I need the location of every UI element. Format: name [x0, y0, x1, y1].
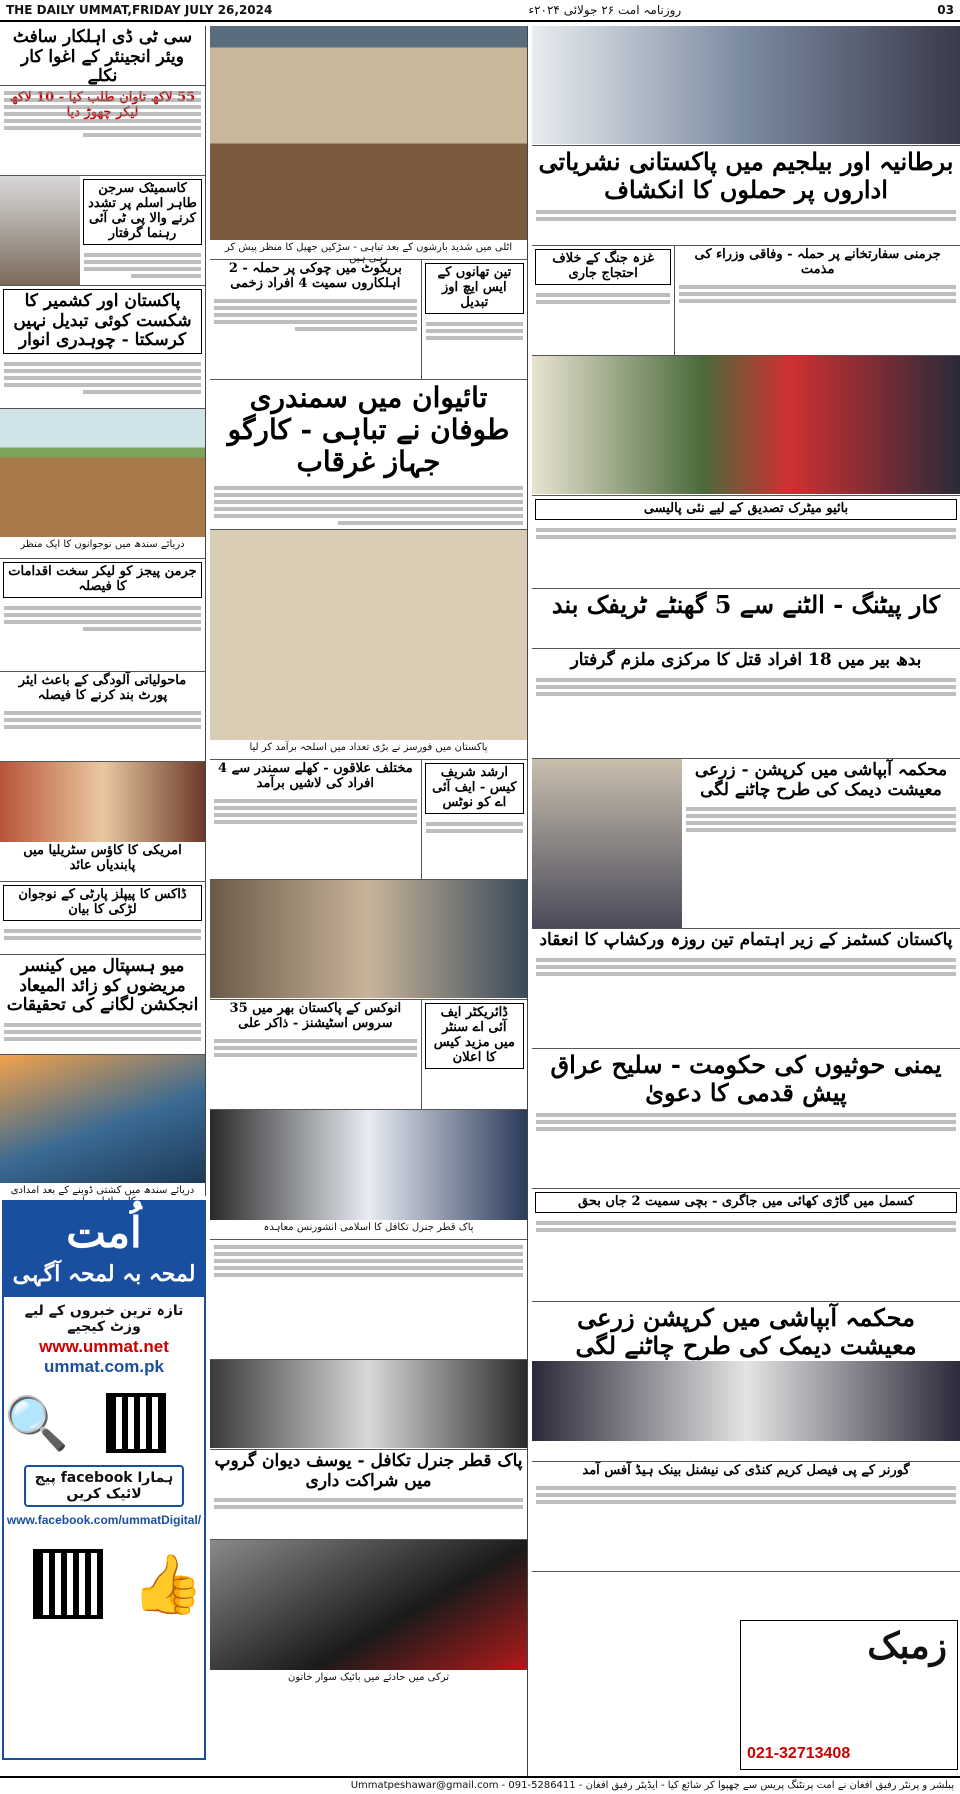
irrigation-repeat-block [532, 1302, 960, 1462]
story-takaful [210, 1240, 527, 1360]
headline: پاکستان اور کشمیر کا شکست کوئی تبدیل نہیں کرسکتا - چوہدری انوار [3, 289, 202, 354]
headline: برطانیہ اور بیلجیم میں پاکستانی نشریاتی اداروں پر حملوں کا انکشاف [538, 147, 954, 204]
photo-caption: ترکی میں حادثے میں بائیک سوار خاتون [287, 1672, 450, 1683]
protest-photo-block [532, 356, 960, 496]
story-uk-belgium [532, 146, 960, 246]
story-qatar [210, 1450, 527, 1540]
story-row [210, 760, 527, 880]
masthead [0, 0, 960, 22]
headline: کسمل میں گاڑی کھائی میں جاگری - بچی سمیت 2 جاں بحق [535, 1192, 957, 1213]
photo-caption: پاک قطر جنرل تکافل کا اسلامی انشورنس معاہدہ [263, 1222, 474, 1233]
masthead-urdu-date: روزنامہ امت ۲۶ جولائی ۲۰۲۴ء [528, 3, 682, 17]
headline: ماحولیاتی آلودگی کے باعث ایئر پورٹ بند کرنے کا فیصلہ [18, 673, 187, 703]
ad-url-secondary[interactable]: ummat.com.pk [44, 1357, 164, 1376]
zambak-brand: زمبک [867, 1625, 947, 1667]
weapons-photo [210, 530, 527, 740]
meeting-photo-block [210, 880, 527, 1000]
headline: سی ٹی ڈی اہلکار سافٹ ویئر انجینئر کے اغوا کار نکلے [12, 27, 193, 87]
story-row [210, 260, 527, 380]
story-mayo [0, 955, 205, 1055]
story-governor [532, 1462, 960, 1572]
photo-caption: دریائے سندھ میں نوجوانوں کا ایک منظر [20, 539, 185, 550]
portraits-photo [210, 1360, 527, 1448]
taiwan-banner [210, 380, 527, 530]
headline: میو ہسپتال میں کینسر مریضوں کو زائد المیعاد انجکشن لگانے کی تحقیقات [6, 956, 199, 1016]
story-german [0, 562, 205, 672]
middle-column [210, 26, 528, 1776]
story-accident [532, 1192, 960, 1302]
headline: ارشد شریف کیس - ایف آئی اے کو نوٹس [425, 763, 524, 814]
bike-photo [210, 1540, 527, 1670]
river-photo-block [0, 409, 205, 559]
facebook-url[interactable]: www.facebook.com/ummatDigital/ [6, 1513, 202, 1527]
signing-photo [210, 1110, 527, 1220]
headline: جرمنی سفارتخانے پر حملہ - وفاقی وزراء کی مذمت [694, 247, 941, 277]
meeting-photo-top [532, 26, 960, 146]
right-column [532, 26, 960, 1776]
story-australia [0, 762, 205, 882]
magnifier-icon: 🔍 [4, 1393, 69, 1454]
ad-tagline: تازہ ترین خبروں کے لیے وزٹ کیجیے [24, 1303, 184, 1335]
headline: ڈاکس کا پیپلز پارٹی کے نوجوان لڑکی کا بیان [3, 885, 202, 921]
headline: بائیو میٹرک تصدیق کے لیے نئی پالیسی [535, 499, 957, 520]
headline: محکمہ آبپاشی میں کرپشن زرعی معیشت دیمک کی طرح چاٹنے لگی [575, 1303, 917, 1360]
meeting-photo [210, 880, 527, 998]
story-row [210, 1000, 527, 1110]
headline: بریکوٹ میں چوکی پر حملہ - 2 اہلکاروں سمیت 4 افراد زخمی [228, 261, 402, 291]
story-surgeon [0, 176, 205, 286]
portrait-photos [210, 1360, 527, 1450]
story-murder [532, 649, 960, 759]
headline: محکمہ آبپاشی میں کرپشن - زرعی معیشت دیمک کی طرح چاٹنے لگی [694, 760, 948, 800]
news-photo [532, 759, 682, 928]
bike-photo-block [210, 1540, 527, 1690]
boat-photo-block [0, 1055, 205, 1205]
boat-photo [0, 1055, 205, 1183]
headline: کاسمیٹک سرجن طاہر اسلم پر تشدد کرنے والا پی ٹی آئی رہنما گرفتار [83, 179, 202, 245]
news-photo [0, 762, 205, 842]
headline: ڈائریکٹر ایف آئی اے سنٹر میں مزید کیس کا اعلان [425, 1003, 524, 1069]
headline: پاکستان کسٹمز کے زیر اہتمام تین روزہ ورکشاپ کا انعقاد [539, 930, 953, 950]
river-photo [0, 409, 205, 537]
news-photo [0, 176, 80, 285]
zambak-advertisement[interactable] [740, 1620, 958, 1770]
photo-caption: پاکستان میں فورسز نے بڑی تعداد میں اسلحہ برآمد کر لیا [249, 742, 488, 753]
story-customs [532, 929, 960, 1049]
story-body [0, 86, 205, 176]
banner-headline: تائیوان میں سمندری طوفان نے تباہی - کارگو جہاز غرقاب [227, 381, 510, 479]
headline: گورنر کے پی فیصل کریم کنڈی کی نیشنل بینک ہیڈ آفس آمد [582, 1463, 910, 1478]
protest-photo [532, 356, 960, 494]
meeting-photo [532, 26, 960, 144]
photo-caption: دریائے سندھ میں کشتی ڈوبنے کے بعد امدادی [10, 1185, 195, 1196]
story-biometric [532, 499, 960, 589]
weapons-photo-block [210, 530, 527, 760]
ad-url-primary[interactable]: www.ummat.net [39, 1337, 169, 1356]
ummat-logo [4, 1202, 204, 1297]
story-irrigation [532, 759, 960, 929]
photo-caption: اٹلی میں شدید بارشوں کے بعد تباہی - سڑکیں جھیل کا منظر پیش کر رہی ہیں [224, 242, 513, 264]
story-houthi [532, 1049, 960, 1189]
story-kashmir [0, 289, 205, 409]
story-cti-engineer [0, 26, 205, 86]
headline: تین تھانوں کے ایس ایچ اوز تبدیل [425, 263, 524, 314]
facebook-cta-button[interactable]: ہمارا facebook پیج لائیک کریں [24, 1465, 184, 1507]
headline: امریکی کا کاؤس سٹریلیا میں پابندیاں عائد [23, 843, 182, 873]
banner-headline: کار پیٹنگ - الٹنے سے 5 گھنٹے ٹریفک بند [551, 590, 941, 619]
story-row [532, 246, 960, 356]
headline: انوکس کے پاکستان بھر میں 35 سروس اسٹیشنز - ذاکر علی [229, 1001, 402, 1031]
carpeting-banner [532, 589, 960, 649]
headline: پاک قطر جنرل تکافل - یوسف دیوان گروپ میں شراکت داری [214, 1451, 523, 1491]
headline: یمنی حوثیوں کی حکومت - سلیح عراق پیش قدمی کا دعویٰ [550, 1050, 942, 1107]
page-number: 03 [937, 3, 954, 17]
flood-photo-block [210, 26, 527, 264]
logo-subtitle: لمحہ بہ لمحہ آگہی [12, 1261, 196, 1287]
story-dacoit [0, 885, 205, 955]
thumbs-up-icon: 👍 [131, 1549, 204, 1618]
logo-title: اُمت [66, 1208, 142, 1257]
page-footer: پبلشر و پرنٹر رفیق افغان نے امت پرنٹنگ پریس سے چھپوا کر شائع کیا - ایڈیٹر رفیق افغان - Ummatpeshawar@gmail.com - 091-5286411 [0, 1776, 960, 1794]
headline: جرمن پیجز کو لیکر سخت اقدامات کا فیصلہ [3, 562, 202, 598]
story-pollution [0, 672, 205, 762]
ummat-advertisement[interactable] [2, 1200, 206, 1760]
left-column [0, 26, 206, 1196]
headline: مختلف علاقوں - کھلے سمندر سے 4 افراد کی لاشیں برآمد [218, 761, 413, 791]
qr-code-icon [106, 1393, 166, 1453]
masthead-title: THE DAILY UMMAT,FRIDAY JULY 26,2024 [6, 3, 273, 17]
headline: غزہ جنگ کے خلاف احتجاج جاری [535, 249, 671, 285]
headline: بدھ بیر میں 18 افراد قتل کا مرکزی ملزم گرفتار [570, 650, 922, 670]
qr-code-icon [33, 1549, 103, 1619]
signing-photo-block [210, 1110, 527, 1240]
governor-photo [532, 1361, 960, 1441]
zambak-phone: 021-32713408 [747, 1745, 851, 1762]
flood-photo [210, 26, 527, 240]
